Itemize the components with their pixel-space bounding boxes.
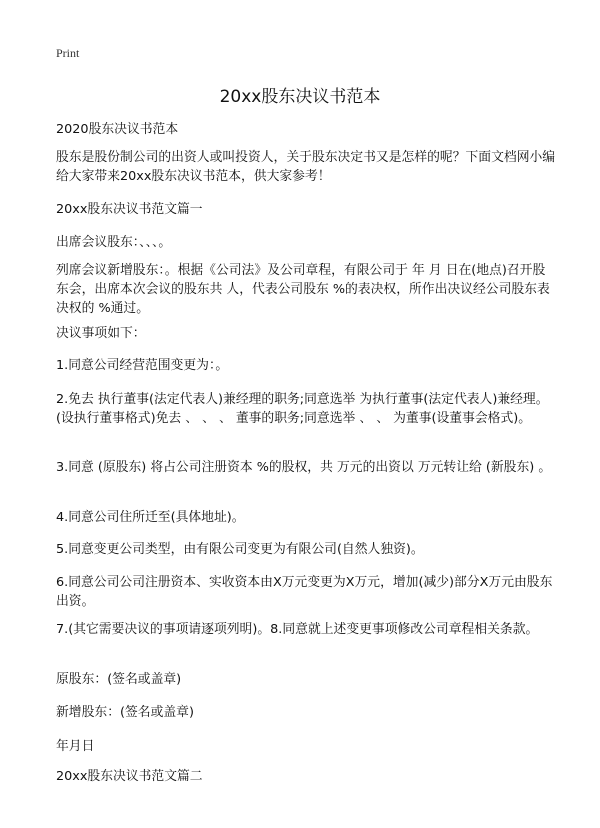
attending-shareholders: 出席会议股东：、、、。: [56, 235, 172, 250]
resolution-item-2: 2.免去 执行董事(法定代表人)兼经理的职务;同意选举 为执行董事(法定代表人)兼经理。(设执行董事格式)免去 、 、 、 董事的职务;同意选举 、 、 为董事(设董事会格式)。: [56, 392, 549, 426]
intro-paragraph: 股东是股份制公司的出资人或叫投资人，关于股东决定书又是怎样的呢？下面文档网小编给大家带来20xx股东决议书范本，供大家参考！: [56, 150, 556, 184]
signature-original-shareholder: 原股东：(签名或盖章): [56, 672, 182, 687]
date-line: 年月日: [56, 739, 95, 754]
signature-new-shareholder: 新增股东：(签名或盖章): [56, 705, 194, 720]
resolution-items-heading: 决议事项如下：: [56, 326, 146, 341]
resolution-item-4: 4.同意公司住所迁至(具体地址)。: [56, 510, 245, 525]
resolution-item-3: 3.同意 (原股东) 将占公司注册资本 %的股权，共 万元的出资以 万元转让给 (新股东) 。: [56, 460, 552, 475]
document-subtitle: 2020股东决议书范本: [56, 122, 179, 137]
page-title: 20xx股东决议书范本: [219, 87, 381, 107]
print-link[interactable]: Print: [56, 46, 80, 60]
resolution-item-5: 5.同意变更公司类型，由有限公司变更为有限公司(自然人独资)。: [56, 542, 424, 557]
section-heading-1: 20xx股东决议书范文篇一: [56, 202, 203, 217]
section-heading-2: 20xx股东决议书范文篇二: [56, 769, 203, 784]
resolution-item-1: 1.同意公司经营范围变更为：。: [56, 358, 229, 373]
resolution-item-7: 7.(其它需要决议的事项请逐项列明)。8.同意就上述变更事项修改公司章程相关条款。: [56, 622, 539, 637]
new-attending-shareholders-paragraph: 列席会议新增股东：。根据《公司法》及公司章程，有限公司于 年 月 日在(地点)召开股东会，出席本次会议的股东共 人，代表公司股东 %的表决权，所作出决议经公司股东表决权的 %通过。: [56, 263, 550, 316]
resolution-item-6: 6.同意公司公司注册资本、实收资本由X万元变更为X万元，增加(减少)部分X万元由股东 出资。: [56, 575, 553, 609]
